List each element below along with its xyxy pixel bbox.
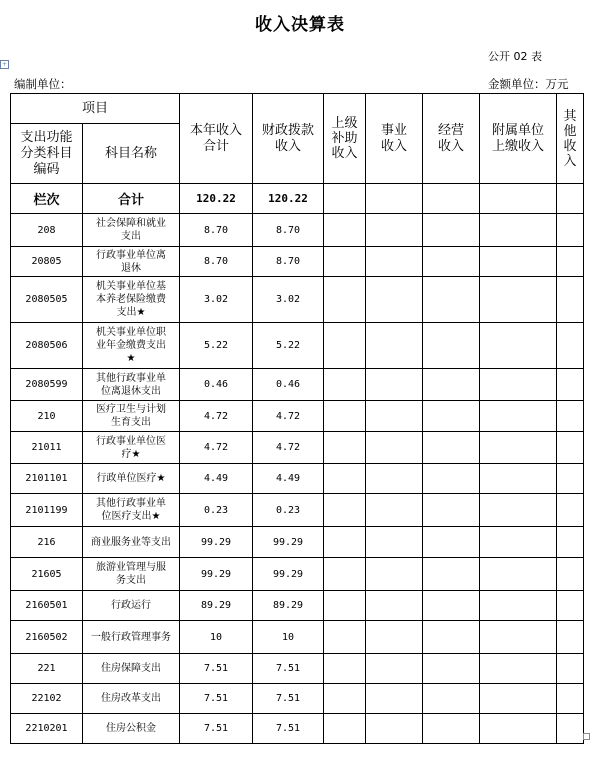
row-name: 行政单位医疗★ bbox=[83, 464, 180, 494]
row-fiscal: 99.29 bbox=[253, 527, 324, 558]
row-name: 行政运行 bbox=[83, 591, 180, 621]
table-row bbox=[11, 323, 584, 369]
row-name: 商业服务业等支出 bbox=[83, 527, 180, 558]
row-fiscal: 8.70 bbox=[253, 247, 324, 277]
table-row bbox=[11, 432, 584, 464]
row-code: 2101199 bbox=[11, 494, 83, 527]
empty-cell bbox=[480, 464, 557, 494]
empty-cell bbox=[557, 247, 584, 277]
row-name: 住房保障支出 bbox=[83, 654, 180, 684]
summary-fiscal: 120.22 bbox=[253, 184, 324, 214]
empty-cell bbox=[557, 591, 584, 621]
row-name: 其他行政事业单 位医疗支出★ bbox=[83, 494, 180, 527]
table-row bbox=[11, 401, 584, 432]
table-row bbox=[11, 494, 584, 527]
row-code: 2080505 bbox=[11, 277, 83, 323]
empty-cell bbox=[324, 684, 366, 714]
row-name: 机关事业单位基 本养老保险缴费 支出★ bbox=[83, 277, 180, 323]
table-row bbox=[11, 654, 584, 684]
row-fiscal: 89.29 bbox=[253, 591, 324, 621]
table-row bbox=[11, 684, 584, 714]
empty-cell bbox=[423, 654, 480, 684]
empty-cell bbox=[557, 432, 584, 464]
row-code: 2101101 bbox=[11, 464, 83, 494]
row-fiscal: 5.22 bbox=[253, 323, 324, 369]
empty-cell bbox=[480, 714, 557, 744]
row-fiscal: 10 bbox=[253, 621, 324, 654]
empty-cell bbox=[480, 621, 557, 654]
row-fiscal: 7.51 bbox=[253, 714, 324, 744]
row-name: 旅游业管理与服 务支出 bbox=[83, 558, 180, 591]
empty-cell bbox=[324, 654, 366, 684]
empty-cell bbox=[366, 401, 423, 432]
empty-cell bbox=[480, 591, 557, 621]
row-fiscal: 4.72 bbox=[253, 432, 324, 464]
row-name: 住房公积金 bbox=[83, 714, 180, 744]
empty-cell bbox=[557, 184, 584, 214]
empty-cell bbox=[480, 432, 557, 464]
empty-cell bbox=[480, 558, 557, 591]
row-total: 8.70 bbox=[180, 214, 253, 247]
empty-cell bbox=[423, 621, 480, 654]
header-name: 科目名称 bbox=[83, 124, 180, 184]
header-col-superior: 上级 补助 收入 bbox=[324, 94, 366, 184]
empty-cell bbox=[366, 621, 423, 654]
empty-cell bbox=[480, 654, 557, 684]
empty-cell bbox=[480, 247, 557, 277]
empty-cell bbox=[366, 214, 423, 247]
empty-cell bbox=[423, 684, 480, 714]
form-number: 公开 02 表 bbox=[488, 50, 542, 63]
row-code: 2210201 bbox=[11, 714, 83, 744]
row-total: 99.29 bbox=[180, 558, 253, 591]
table-row bbox=[11, 714, 584, 744]
page-title: 收入决算表 bbox=[255, 15, 345, 35]
empty-cell bbox=[324, 558, 366, 591]
empty-cell bbox=[366, 684, 423, 714]
empty-cell bbox=[324, 464, 366, 494]
summary-total: 120.22 bbox=[180, 184, 253, 214]
header-col-business: 事业 收入 bbox=[366, 94, 423, 184]
empty-cell bbox=[423, 184, 480, 214]
row-total: 3.02 bbox=[180, 277, 253, 323]
amount-unit: 金额单位：万元 bbox=[488, 77, 569, 91]
empty-cell bbox=[423, 401, 480, 432]
empty-cell bbox=[423, 214, 480, 247]
row-code: 216 bbox=[11, 527, 83, 558]
empty-cell bbox=[557, 527, 584, 558]
row-total: 4.49 bbox=[180, 464, 253, 494]
empty-cell bbox=[557, 654, 584, 684]
empty-cell bbox=[480, 214, 557, 247]
empty-cell bbox=[366, 527, 423, 558]
empty-cell bbox=[324, 591, 366, 621]
empty-cell bbox=[324, 714, 366, 744]
row-fiscal: 0.46 bbox=[253, 369, 324, 401]
empty-cell bbox=[366, 277, 423, 323]
table-row bbox=[11, 277, 584, 323]
table-row bbox=[11, 214, 584, 247]
header-col-other: 其 他 收 入 bbox=[557, 94, 584, 184]
header-project: 项目 bbox=[11, 94, 180, 124]
empty-cell bbox=[324, 527, 366, 558]
empty-cell bbox=[480, 401, 557, 432]
row-name: 医疗卫生与计划 生育支出 bbox=[83, 401, 180, 432]
empty-cell bbox=[366, 654, 423, 684]
row-code: 221 bbox=[11, 654, 83, 684]
row-fiscal: 8.70 bbox=[253, 214, 324, 247]
row-total: 7.51 bbox=[180, 654, 253, 684]
revenue-table bbox=[10, 93, 584, 744]
summary-label: 栏次 bbox=[11, 184, 83, 214]
row-name: 行政事业单位离 退休 bbox=[83, 247, 180, 277]
header-col-affiliated: 附属单位 上缴收入 bbox=[480, 94, 557, 184]
empty-cell bbox=[366, 369, 423, 401]
row-fiscal: 7.51 bbox=[253, 654, 324, 684]
row-code: 21011 bbox=[11, 432, 83, 464]
empty-cell bbox=[557, 464, 584, 494]
row-name: 一般行政管理事务 bbox=[83, 621, 180, 654]
row-code: 2080506 bbox=[11, 323, 83, 369]
empty-cell bbox=[366, 591, 423, 621]
row-total: 10 bbox=[180, 621, 253, 654]
row-total: 0.23 bbox=[180, 494, 253, 527]
empty-cell bbox=[557, 323, 584, 369]
empty-cell bbox=[423, 323, 480, 369]
empty-cell bbox=[366, 464, 423, 494]
compiler-label: 编制单位： bbox=[14, 77, 72, 91]
empty-cell bbox=[366, 184, 423, 214]
row-total: 89.29 bbox=[180, 591, 253, 621]
header-col-total: 本年收入 合计 bbox=[180, 94, 253, 184]
empty-cell bbox=[557, 401, 584, 432]
row-name: 其他行政事业单 位离退休支出 bbox=[83, 369, 180, 401]
row-fiscal: 3.02 bbox=[253, 277, 324, 323]
empty-cell bbox=[324, 277, 366, 323]
empty-cell bbox=[324, 432, 366, 464]
empty-cell bbox=[557, 558, 584, 591]
row-total: 5.22 bbox=[180, 323, 253, 369]
row-code: 2160502 bbox=[11, 621, 83, 654]
table-row bbox=[11, 464, 584, 494]
row-name: 住房改革支出 bbox=[83, 684, 180, 714]
empty-cell bbox=[557, 369, 584, 401]
empty-cell bbox=[423, 591, 480, 621]
header-col-operating: 经营 收入 bbox=[423, 94, 480, 184]
summary-name: 合计 bbox=[83, 184, 180, 214]
table-anchor-icon[interactable]: + bbox=[1, 61, 8, 68]
row-code: 20805 bbox=[11, 247, 83, 277]
row-total: 7.51 bbox=[180, 714, 253, 744]
empty-cell bbox=[480, 184, 557, 214]
row-fiscal: 4.72 bbox=[253, 401, 324, 432]
row-fiscal: 0.23 bbox=[253, 494, 324, 527]
table-row bbox=[11, 247, 584, 277]
empty-cell bbox=[324, 494, 366, 527]
empty-cell bbox=[557, 277, 584, 323]
row-fiscal: 4.49 bbox=[253, 464, 324, 494]
row-total: 4.72 bbox=[180, 401, 253, 432]
empty-cell bbox=[324, 184, 366, 214]
empty-cell bbox=[557, 621, 584, 654]
empty-cell bbox=[557, 714, 584, 744]
table-resize-handle[interactable] bbox=[583, 733, 590, 740]
table-row bbox=[11, 591, 584, 621]
empty-cell bbox=[480, 323, 557, 369]
empty-cell bbox=[557, 684, 584, 714]
empty-cell bbox=[423, 527, 480, 558]
empty-cell bbox=[557, 494, 584, 527]
empty-cell bbox=[366, 494, 423, 527]
empty-cell bbox=[324, 401, 366, 432]
row-name: 行政事业单位医 疗★ bbox=[83, 432, 180, 464]
row-total: 8.70 bbox=[180, 247, 253, 277]
row-total: 99.29 bbox=[180, 527, 253, 558]
empty-cell bbox=[324, 369, 366, 401]
empty-cell bbox=[324, 214, 366, 247]
row-total: 7.51 bbox=[180, 684, 253, 714]
empty-cell bbox=[366, 432, 423, 464]
empty-cell bbox=[366, 323, 423, 369]
table-row bbox=[11, 369, 584, 401]
empty-cell bbox=[324, 247, 366, 277]
row-name: 社会保障和就业 支出 bbox=[83, 214, 180, 247]
empty-cell bbox=[557, 214, 584, 247]
empty-cell bbox=[366, 714, 423, 744]
row-code: 208 bbox=[11, 214, 83, 247]
empty-cell bbox=[423, 714, 480, 744]
table-row bbox=[11, 527, 584, 558]
empty-cell bbox=[423, 247, 480, 277]
empty-cell bbox=[423, 558, 480, 591]
row-code: 210 bbox=[11, 401, 83, 432]
header-code: 支出功能 分类科目 编码 bbox=[11, 124, 83, 184]
row-total: 4.72 bbox=[180, 432, 253, 464]
empty-cell bbox=[324, 323, 366, 369]
table-row bbox=[11, 621, 584, 654]
empty-cell bbox=[423, 464, 480, 494]
empty-cell bbox=[480, 527, 557, 558]
empty-cell bbox=[324, 621, 366, 654]
empty-cell bbox=[480, 494, 557, 527]
row-fiscal: 99.29 bbox=[253, 558, 324, 591]
empty-cell bbox=[366, 558, 423, 591]
row-code: 2080599 bbox=[11, 369, 83, 401]
empty-cell bbox=[480, 277, 557, 323]
row-fiscal: 7.51 bbox=[253, 684, 324, 714]
row-total: 0.46 bbox=[180, 369, 253, 401]
header-col-fiscal: 财政拨款 收入 bbox=[253, 94, 324, 184]
empty-cell bbox=[480, 369, 557, 401]
empty-cell bbox=[423, 369, 480, 401]
empty-cell bbox=[480, 684, 557, 714]
empty-cell bbox=[423, 277, 480, 323]
row-code: 21605 bbox=[11, 558, 83, 591]
row-code: 2160501 bbox=[11, 591, 83, 621]
empty-cell bbox=[423, 432, 480, 464]
table-row bbox=[11, 558, 584, 591]
row-name: 机关事业单位职 业年金缴费支出 ★ bbox=[83, 323, 180, 369]
empty-cell bbox=[423, 494, 480, 527]
empty-cell bbox=[366, 247, 423, 277]
row-code: 22102 bbox=[11, 684, 83, 714]
